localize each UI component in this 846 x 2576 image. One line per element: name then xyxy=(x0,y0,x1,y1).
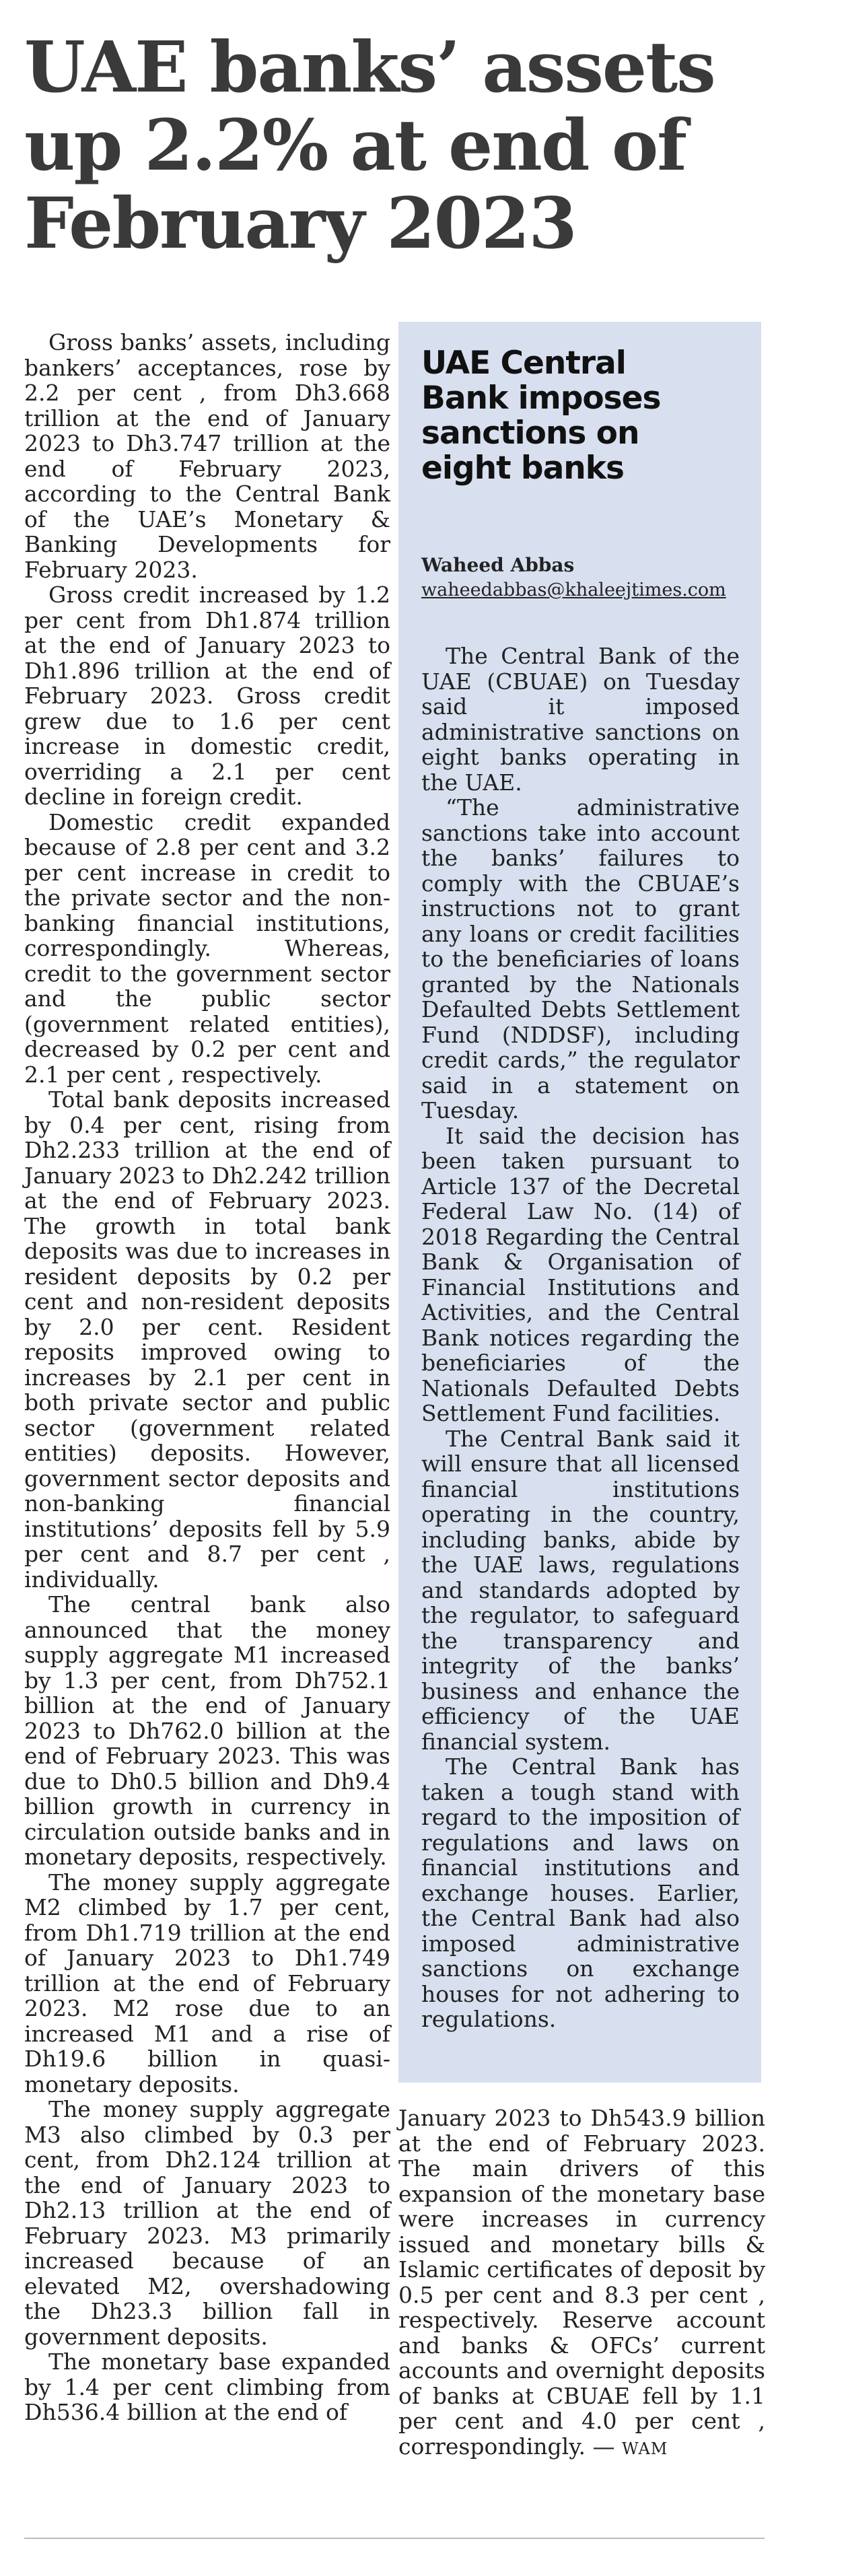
sidebar-paragraph: It said the decision has been taken pursuant to Article 137 of the Decretal Federal Law No. (14) of 2018 Regarding the Central Bank & Organisation of Financial Institutions and Activities, and the Central Bank notices regarding the beneficiaries of the Nationals Defaulted Debts Settlement Fund facilities. xyxy=(421,1122,740,1426)
author-email-link[interactable]: waheedabbas@khaleejtimes.com xyxy=(421,580,726,600)
article-continuation-column xyxy=(398,2105,765,2462)
main-article-column xyxy=(24,330,390,2425)
author-name: Waheed Abbas xyxy=(421,554,575,576)
article-paragraph: Gross banks’ assets, including bankers’ acceptances, rose by 2.2 per cent , from Dh3.668 trillion at the end of January 2023 to Dh3.747 trillion at the end of February 2023, according to the Central Bank of the UAE’s Monetary & Banking Developments for February 2023. xyxy=(24,329,390,583)
news-agency-credit: WAM xyxy=(621,2439,668,2458)
article-paragraph: Total bank deposits increased by 0.4 per cent, rising from Dh2.233 trillion at the end of January 2023 to Dh2.242 trillion at the end of February 2023. The growth in total bank deposits was due to increases in resident deposits by 0.2 per cent and non-resident deposits by 2.0 per cent. Resident reposits improved owing to increases by 2.1 per cent in both private sector and public sector (government related entities) deposits. However, government sector deposits and non-banking financial institutions’ deposits fell by 5.9 per cent and 8.7 per cent , individually. xyxy=(24,1086,390,1593)
sidebar-title-line: eight banks xyxy=(421,450,624,487)
headline-line-2: up 2.2% at end of xyxy=(24,104,686,186)
sidebar-title-line: sanctions on xyxy=(421,415,639,452)
headline-line-1: UAE banks’ assets xyxy=(24,26,715,108)
article-paragraph: The central bank also announced that the money supply aggregate M1 increased by 1.3 per cent, from Dh752.1 billion at the end of January 2023 to Dh762.0 billion at the end of February 2023. This was due to Dh0.5 billion and Dh9.4 billion growth in currency in circulation outside banks and in monetary deposits, respectively. xyxy=(24,1591,390,1870)
article-paragraph: Gross credit increased by 1.2 per cent from Dh1.874 trillion at the end of January 2023 to Dh1.896 trillion at the end of February 2023. Gross credit grew due to 1.6 per cent increase in domestic credit, overriding a 2.1 per cent decline in foreign credit. xyxy=(24,582,390,810)
article-continuation xyxy=(398,2105,765,2462)
sidebar-title-line: Bank imposes xyxy=(421,380,661,417)
sidebar-paragraph: “The administrative sanctions take into account the banks’ failures to comply with the CBUAE’s instructions not to grant any loans or credit facilities to the beneficiaries of loans granted by the Nationals Defaulted Debts Settlement Fund (NDDSF), including credit cards,” the regulator said in a statement on Tuesday. xyxy=(421,794,740,1123)
continuation-text: January 2023 to Dh543.9 billion at the end of February 2023. The main drivers of this expansion of the monetary base were increases in currency issued and monetary bills & Islamic certificates of deposit by 0.5 per cent and 8.3 per cent , respectively. Reserve account and banks & OFCs’ current accounts and overnight deposits of banks at CBUAE fell by 1.1 per cent and 4.0 per cent , correspondingly. — xyxy=(398,2105,765,2460)
sidebar-title xyxy=(421,346,740,486)
sidebar-paragraph: The Central Bank said it will ensure that all licensed financial institutions operating in the country, including banks, abide by the UAE laws, regulations and standards adopted by the regulator, to safeguard the transparency and integrity of the banks’ business and enhance the efficiency of the UAE financial system. xyxy=(421,1425,740,1755)
bottom-divider xyxy=(24,2538,765,2539)
article-paragraph: The money supply aggregate M2 climbed by 1.7 per cent, from Dh1.719 trillion at the end of January 2023 to Dh1.749 trillion at the end of February 2023. M2 rose due to an increased M1 and a rise of Dh19.6 billion in quasi-monetary deposits. xyxy=(24,1869,390,2097)
sidebar-paragraph: The Central Bank has taken a tough stand with regard to the imposition of regulations and laws on financial institutions and exchange houses. Earlier, the Central Bank had also imposed administrative sanctions on exchange houses for not adhering to regulations. xyxy=(421,1753,740,2032)
sidebar-box xyxy=(398,322,761,2083)
article-paragraph: The money supply aggregate M3 also climbed by 0.3 per cent, from Dh2.124 trillion at the end of January 2023 to Dh2.13 trillion at the end of February 2023. M3 primarily increased because of an elevated M2, overshadowing the Dh23.3 billion fall in government deposits. xyxy=(24,2096,390,2350)
article-paragraph: Domestic credit expanded because of 2.8 per cent and 3.2 per cent increase in credit to the private sector and the non-banking financial institutions, correspondingly. Whereas, credit to the government sector and the public sector (government related entities), decreased by 0.2 per cent and 2.1 per cent , respectively. xyxy=(24,808,390,1088)
sidebar-body xyxy=(421,643,740,2032)
headline-line-3: February 2023 xyxy=(24,182,576,265)
headline xyxy=(24,28,818,263)
sidebar-title-line: UAE Central xyxy=(421,345,626,382)
sidebar-paragraph: The Central Bank of the UAE (CBUAE) on Tuesday said it imposed administrative sanctions on eight banks operating in the UAE. xyxy=(421,643,740,796)
article-paragraph: The monetary base expanded by 1.4 per cent climbing from Dh536.4 billion at the end of xyxy=(24,2348,390,2425)
